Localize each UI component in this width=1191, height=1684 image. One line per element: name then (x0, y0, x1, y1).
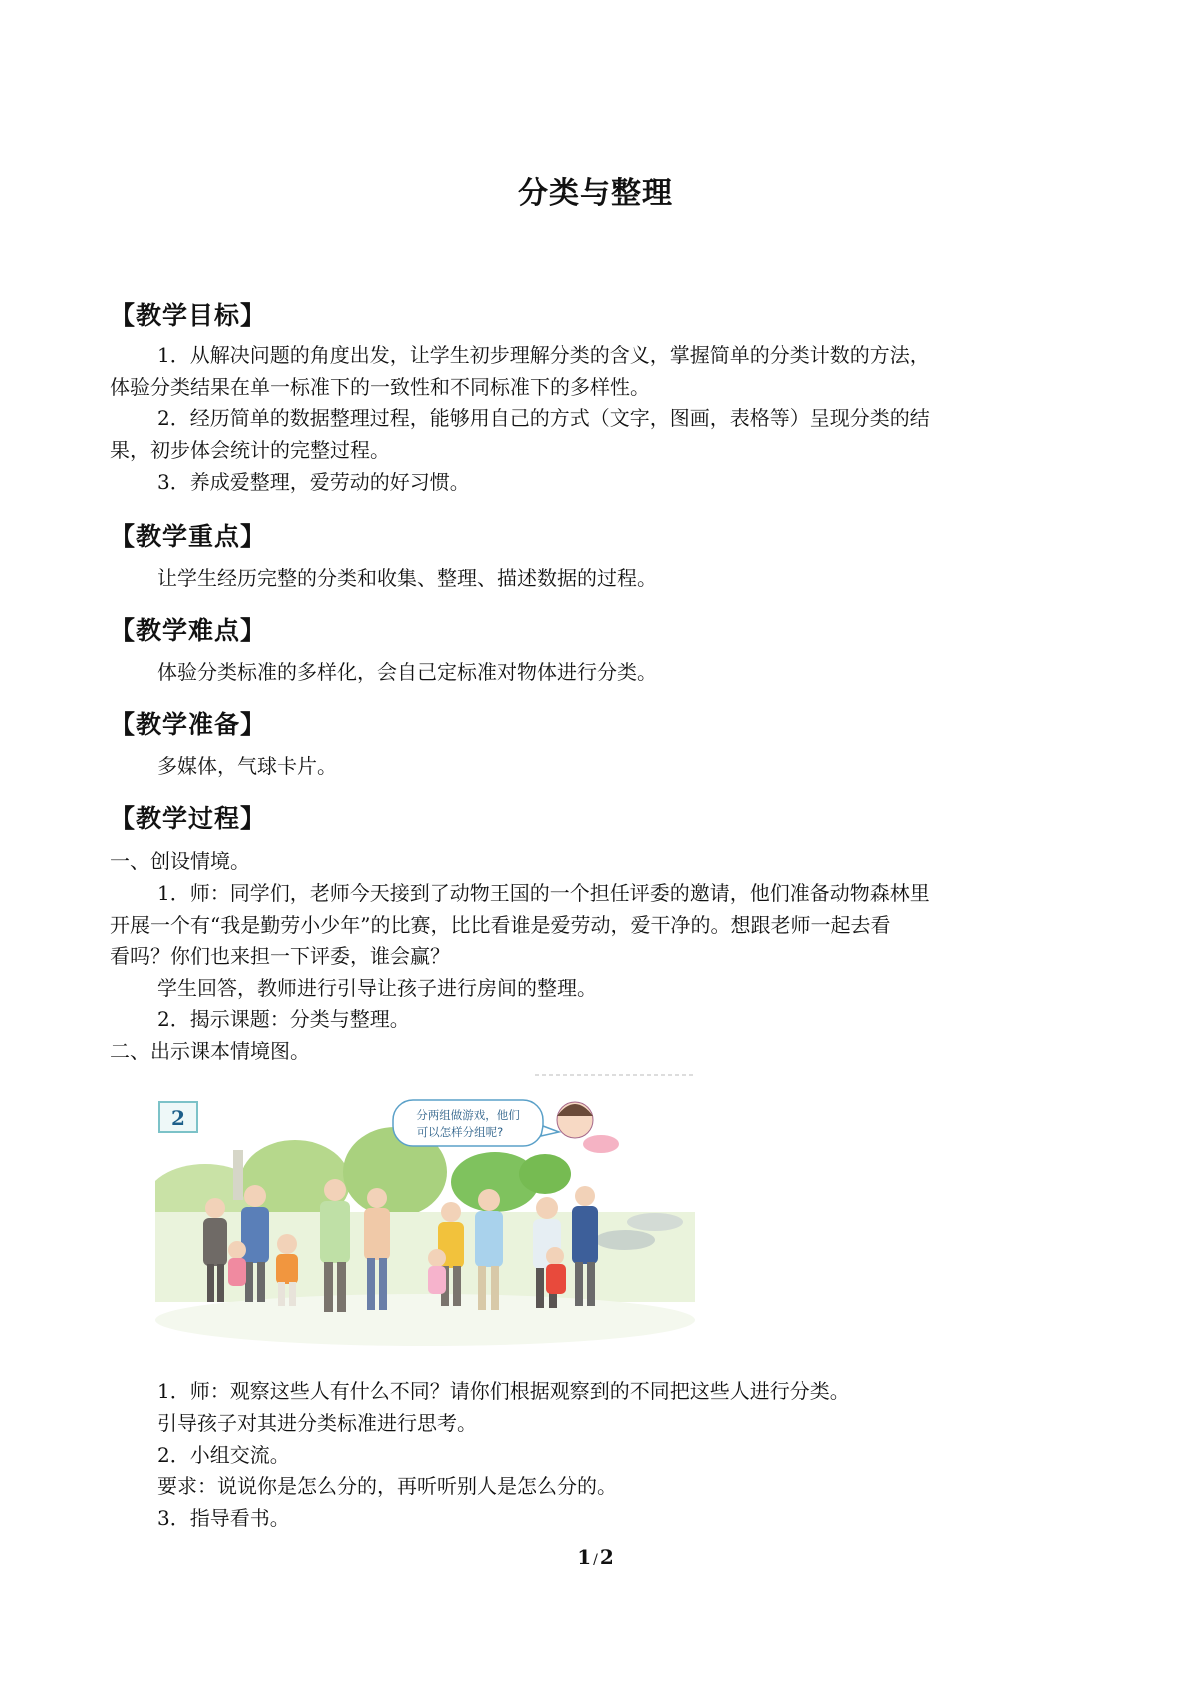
distant-tower (233, 1150, 243, 1200)
heading-prep: 【教学准备】 (110, 710, 267, 739)
person-9-leg-r (491, 1266, 499, 1310)
person-6-leg-l (367, 1258, 375, 1310)
person-12-leg-l (575, 1262, 583, 1306)
heading-key: 【教学重点】 (110, 522, 267, 551)
person-1-head (205, 1198, 225, 1218)
person-3-body (228, 1258, 246, 1286)
person-10-leg-l (536, 1268, 544, 1308)
person-12-head (575, 1186, 595, 1206)
process-part1-title: 一、创设情境。 (110, 849, 250, 873)
person-2-body (241, 1207, 269, 1263)
person-7-head (441, 1202, 461, 1222)
process-part1-line-4: 学生回答，教师进行引导让孩子进行房间的整理。 (157, 976, 597, 1000)
person-11-body (546, 1264, 566, 1294)
person-4-head (277, 1234, 297, 1254)
stones-2 (627, 1213, 683, 1231)
person-6-head (367, 1188, 387, 1208)
person-10-head (536, 1197, 558, 1219)
goals-line-2: 体验分类结果在单一标准下的一致性和不同标准下的多样性。 (110, 375, 650, 399)
process-part2-line-3: 2．小组交流。 (157, 1443, 290, 1467)
bubble-text-line-2: 可以怎样分组呢? (416, 1125, 504, 1139)
process-part1-line-5: 2．揭示课题：分类与整理。 (157, 1007, 410, 1031)
stones-1 (595, 1230, 655, 1250)
textbook-illustration (155, 1072, 695, 1348)
page-number-current: 1 (577, 1545, 592, 1569)
person-5-leg-l (324, 1262, 333, 1312)
guide-girl-body (583, 1135, 619, 1153)
prep-line-1: 多媒体，气球卡片。 (157, 754, 337, 778)
page-number-separator: / (593, 1552, 598, 1568)
person-4-leg-r (289, 1282, 296, 1306)
person-5-head (324, 1179, 346, 1201)
person-12-leg-r (587, 1262, 595, 1306)
person-12-body (572, 1206, 598, 1264)
process-part2-title: 二、出示课本情境图。 (110, 1039, 310, 1063)
process-part2-line-5: 3．指导看书。 (157, 1506, 290, 1530)
person-4-body (276, 1254, 298, 1284)
process-part2-line-1: 1．师：观察这些人有什么不同？请你们根据观察到的不同把这些人进行分类。 (157, 1379, 850, 1403)
process-part1-line-3: 看吗？你们也来担一下评委，谁会赢？ (110, 944, 450, 968)
process-part2-line-4: 要求：说说你是怎么分的，再听听别人是怎么分的。 (157, 1474, 617, 1498)
person-11-head (546, 1247, 564, 1265)
person-9-head (478, 1189, 500, 1211)
path-ground (155, 1294, 695, 1346)
process-part1-line-1: 1．师：同学们，老师今天接到了动物王国的一个担任评委的邀请，他们准备动物森林里 (157, 881, 930, 905)
person-6-body (364, 1208, 390, 1260)
bubble-text-line-1: 分两组做游戏，他们 (416, 1108, 520, 1122)
guide-girl-hair (557, 1104, 593, 1116)
person-6-leg-r (379, 1258, 387, 1310)
person-5-body (320, 1201, 350, 1263)
process-part2-line-2: 引导孩子对其进分类标准进行思考。 (157, 1411, 477, 1435)
person-3-head (228, 1241, 246, 1259)
tree-right (519, 1154, 571, 1194)
speech-bubble-tail (541, 1126, 559, 1136)
goals-line-1: 1．从解决问题的角度出发，让学生初步理解分类的含义，掌握简单的分类计数的方法， (157, 343, 930, 367)
heading-difficulty: 【教学难点】 (110, 616, 267, 645)
page-number-total: 2 (599, 1545, 614, 1569)
goals-line-4: 果，初步体会统计的完整过程。 (110, 438, 390, 462)
person-1-body (203, 1218, 227, 1266)
process-part1-line-2: 开展一个有“我是勤劳小少年”的比赛，比比看谁是爱劳动，爱干净的。想跟老师一起去看 (110, 913, 891, 937)
difficulty-line-1: 体验分类标准的多样化，会自己定标准对物体进行分类。 (157, 660, 657, 684)
person-1-leg-l (207, 1264, 214, 1302)
page-title: 分类与整理 (518, 176, 673, 211)
person-2-leg-r (257, 1262, 265, 1302)
person-9-leg-l (478, 1266, 486, 1310)
person-9-body (475, 1211, 503, 1267)
key-line-1: 让学生经历完整的分类和收集、整理、描述数据的过程。 (157, 566, 657, 590)
speech-bubble (393, 1100, 543, 1146)
person-5-leg-r (337, 1262, 346, 1312)
heading-process: 【教学过程】 (110, 804, 267, 833)
person-2-head (244, 1185, 266, 1207)
page-number (0, 1545, 1191, 1569)
person-8-body (428, 1266, 446, 1294)
goals-line-3: 2．经历简单的数据整理过程，能够用自己的方式（文字，图画，表格等）呈现分类的结 (157, 406, 930, 430)
person-7-leg-r (453, 1266, 461, 1306)
person-4-leg-l (278, 1282, 285, 1306)
badge-number: 2 (171, 1106, 185, 1130)
person-1-leg-r (217, 1264, 224, 1302)
person-8-head (428, 1249, 446, 1267)
heading-goals: 【教学目标】 (110, 301, 267, 330)
person-2-leg-l (245, 1262, 253, 1302)
goals-line-5: 3．养成爱整理，爱劳动的好习惯。 (157, 470, 470, 494)
